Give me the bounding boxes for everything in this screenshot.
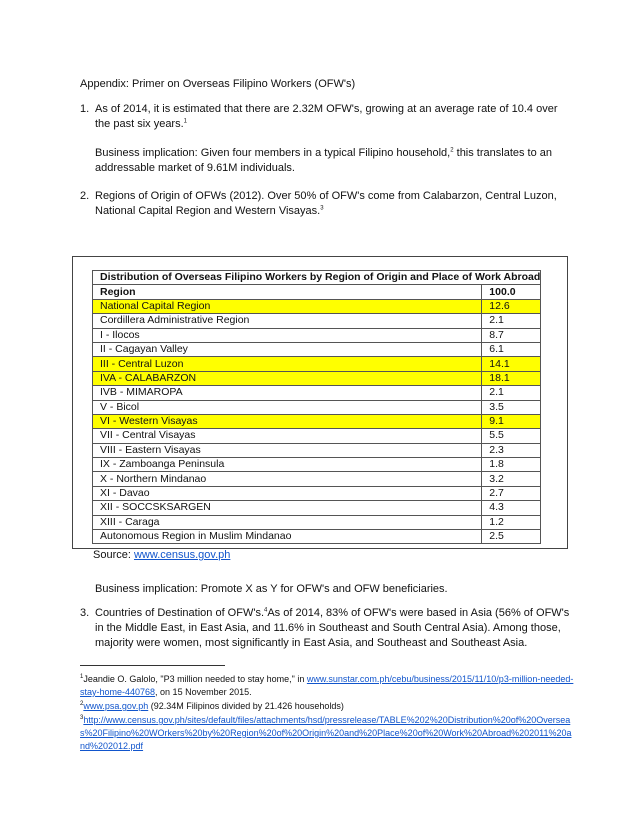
region-cell: XI - Davao [93,486,482,500]
table-row [93,530,541,544]
value-cell: 9.1 [482,414,541,428]
header-region: Region [93,285,482,299]
region-cell: IVA - CALABARZON [93,371,482,385]
header-total: 100.0 [482,285,541,299]
value-cell: 4.3 [482,501,541,515]
footnote-3: $^3$http://www.census.gov.ph/sites/default/files/attachments/hsd/pressrelease/TABLE%202%20Distribution%20of%20Overseas%20Filipino%20WOrkers%20by%20Region%20of%20Origin%20and%20Place%20of%20Work%20Abroad%202011%20and%202012.pdf [80,715,572,751]
list-item-text: Regions of Origin of OFWs (2012). Over 50% of OFW's come from Calabarzon, Central Luzon, National Capital Region and Western Visayas.$^3$ [95,190,557,217]
region-cell: XII - SOCCSKSARGEN [93,501,482,515]
table-row [93,400,541,414]
value-cell: 3.2 [482,472,541,486]
appendix-title: Appendix: Primer on Overseas Filipino Workers (OFW's) [80,78,356,90]
region-cell: III - Central Luzon [93,357,482,371]
value-cell: 1.8 [482,458,541,472]
table-caption-row [93,271,541,285]
region-cell: V - Bicol [93,400,482,414]
region-cell: IX - Zamboanga Peninsula [93,458,482,472]
list-number: 3. [80,607,90,619]
value-cell: 18.1 [482,371,541,385]
region-distribution-table [92,270,541,544]
table-row [93,472,541,486]
region-cell: IVB - MIMAROPA [93,386,482,400]
region-cell: XIII - Caraga [93,515,482,529]
value-cell: 2.1 [482,386,541,400]
table-row [93,443,541,457]
list-item-text: As of 2014, it is estimated that there are 2.32M OFW's, growing at an average rate of 10.4 over the past six years.$^1$ [95,103,558,130]
value-cell: 1.2 [482,515,541,529]
region-cell: VIII - Eastern Visayas [93,443,482,457]
footnote-1: $^1$Jeandie O. Galolo, "P3 million needed to stay home," in www.sunstar.com.ph/cebu/business/2015/11/10/p3-million-needed-stay-home-440768, on 15 November 2015. [80,674,574,697]
business-implication-1: Business implication: Given four members in a typical Filipino household,$^2$ this translates to an addressable market of 9.61M individuals. [95,147,553,174]
value-cell: 6.1 [482,342,541,356]
value-cell: 2.3 [482,443,541,457]
region-cell: I - Ilocos [93,328,482,342]
value-cell: 2.7 [482,486,541,500]
footnote-ref[interactable]: 2 [450,147,454,154]
table-row [93,342,541,356]
value-cell: 5.5 [482,429,541,443]
table-row [93,515,541,529]
source-link[interactable]: www.census.gov.ph [133,549,231,561]
business-implication-2: Business implication: Promote X as Y for OFW's and OFW beneficiaries. [95,583,448,595]
list-number: 1. [80,103,90,115]
region-cell: VII - Central Visayas [93,429,482,443]
table-caption: Distribution of Overseas Filipino Workers by Region of Origin and Place of Work Abroad [93,271,541,285]
value-cell: 3.5 [482,400,541,414]
footnote-link[interactable]: www.sunstar.com.ph/cebu/business/2015/11/10/p3-million-needed-stay-home-440768 [80,674,574,697]
table-row [93,371,541,385]
table-row [93,414,541,428]
footnote-ref[interactable]: 3 [320,205,324,212]
value-cell: 12.6 [482,299,541,313]
footnote-2: $^2$www.psa.gov.ph (92.34M Filipinos divided by 21.426 households) [80,701,344,711]
table-row [93,357,541,371]
list-number: 2. [80,190,90,202]
region-cell: X - Northern Mindanao [93,472,482,486]
region-cell: VI - Western Visayas [93,414,482,428]
table-row [93,299,541,313]
value-cell: 8.7 [482,328,541,342]
region-cell: Cordillera Administrative Region [93,314,482,328]
footnote-link[interactable]: www.psa.gov.ph [83,701,149,711]
table-header-row [93,285,541,299]
list-item-text: Countries of Destination of OFW's.$^4$As of 2014, 83% of OFW's were based in Asia (56% of OFW's in the Middle East, in East Asia, and 11.6% in Southeast and South Central Asia). Among those, majority were women, most significantly in East Asia, and Southeast and Southeast Asia. [95,607,570,649]
value-cell: 14.1 [482,357,541,371]
table-row [93,328,541,342]
table-row [93,486,541,500]
table-source: Source: www.census.gov.ph [93,549,231,561]
table-row [93,501,541,515]
region-cell: National Capital Region [93,299,482,313]
footnote-divider [80,665,225,666]
table-row [93,314,541,328]
value-cell: 2.5 [482,530,541,544]
footnote-ref[interactable]: 1 [183,118,187,125]
region-cell: II - Cagayan Valley [93,342,482,356]
region-cell: Autonomous Region in Muslim Mindanao [93,530,482,544]
footnote-link[interactable]: http://www.census.gov.ph/sites/default/files/attachments/hsd/pressrelease/TABLE%202%20Distribution%20of%20Overseas%20Filipino%20WOrkers%20by%20Region%20of%20Origin%20and%20Place%20of%20Work%20Abroad%202011%20and%202012.pdf [80,715,572,751]
footnote-ref[interactable]: 4 [264,607,268,614]
table-row [93,458,541,472]
table-row [93,386,541,400]
table-row [93,429,541,443]
value-cell: 2.1 [482,314,541,328]
